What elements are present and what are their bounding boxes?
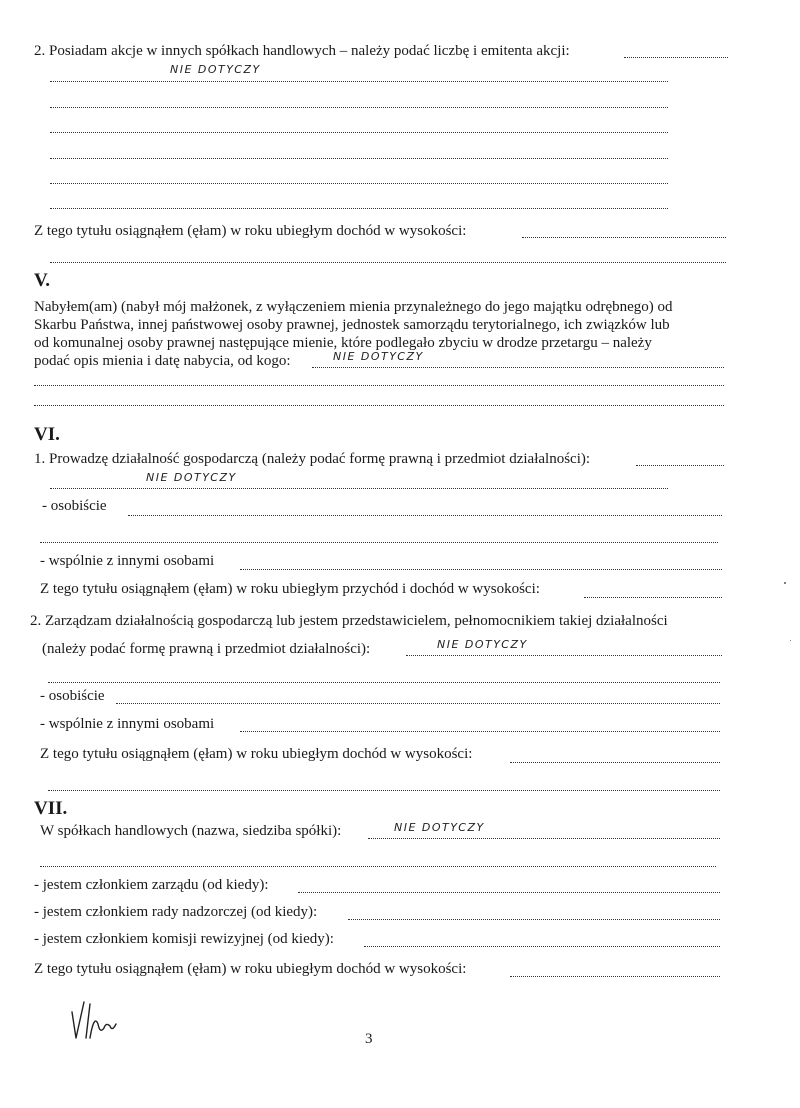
section-v-text-line1: Nabyłem(am) (nabył mój małżonek, z wyłączeniem mienia przynależnego do jego majątku odrębnego) od (34, 299, 673, 315)
dotted-line (50, 107, 668, 108)
page-number: 3 (365, 1031, 373, 1047)
dotted-line (240, 731, 720, 732)
dotted-line (40, 542, 718, 543)
dotted-line (34, 405, 724, 406)
answer-line (50, 488, 668, 489)
dotted-line (510, 976, 720, 977)
item-1-business-label: 1. Prowadzę działalność gospodarczą (należy podać formę prawną i przedmiot działalności): (34, 451, 591, 467)
section-vii-header: VII. (34, 798, 68, 819)
handwritten-answer: NIE DOTYCZY (394, 821, 485, 834)
section-v-text-line2: Skarbu Państwa, innej państwowej osoby prawnej, jednostek samorządu terytorialnego, ich związków lub (34, 317, 670, 333)
supervisory-board-label: - jestem członkiem rady nadzorczej (od kiedy): (34, 904, 318, 920)
dotted-line (406, 655, 722, 656)
dotted-line (50, 262, 726, 263)
item-2-shares-label: 2. Posiadam akcje w innych spółkach handlowych – należy podać liczbę i emitenta akcji: (34, 43, 570, 59)
section-v-header: V. (34, 270, 51, 291)
income-label: Z tego tytułu osiągnąłem (ęłam) w roku ubiegłym dochód w wysokości: (34, 223, 467, 239)
dotted-line (522, 237, 726, 238)
jointly-label: - wspólnie z innymi osobami (40, 716, 215, 732)
dotted-line (40, 866, 716, 867)
dotted-line (510, 762, 720, 763)
section-v-text-line4: podać opis mienia i datę nabycia, od kogo: (34, 353, 291, 369)
dotted-line (34, 385, 724, 386)
dotted-line (312, 367, 724, 368)
dotted-line (364, 946, 720, 947)
dotted-line (50, 183, 668, 184)
dotted-line (298, 892, 720, 893)
scan-speck (790, 640, 791, 641)
dotted-line (50, 158, 668, 159)
dotted-line (128, 515, 722, 516)
answer-line (50, 81, 668, 82)
dotted-line (584, 597, 722, 598)
item-2-management-line1: 2. Zarządzam działalnością gospodarczą lub jestem przedstawicielem, pełnomocnikiem takiej działalności (30, 613, 668, 629)
jointly-label: - wspólnie z innymi osobami (40, 553, 215, 569)
handwritten-answer: NIE DOTYCZY (170, 63, 261, 76)
section-vi-header: VI. (34, 424, 60, 445)
income-label: Z tego tytułu osiągnąłem (ęłam) w roku ubiegłym dochód w wysokości: (34, 961, 467, 977)
board-member-label: - jestem członkiem zarządu (od kiedy): (34, 877, 269, 893)
item-2-management-line2: (należy podać formę prawną i przedmiot działalności): (42, 641, 371, 657)
handwritten-signature (64, 994, 128, 1044)
dotted-line (116, 703, 720, 704)
income-revenue-label: Z tego tytułu osiągnąłem (ęłam) w roku ubiegłym przychód i dochód w wysokości: (40, 581, 540, 597)
personal-label: - osobiście (40, 688, 105, 704)
personal-label: - osobiście (42, 498, 107, 514)
audit-committee-label: - jestem członkiem komisji rewizyjnej (od kiedy): (34, 931, 334, 947)
dotted-line (368, 838, 720, 839)
dotted-line (624, 57, 728, 58)
handwritten-answer: NIE DOTYCZY (333, 350, 424, 363)
section-v-text-line3: od komunalnej osoby prawnej następujące mienie, które podlegało zbyciu w drodze przetargu – należy (34, 335, 652, 351)
dotted-line (636, 465, 724, 466)
handwritten-answer: NIE DOTYCZY (437, 638, 528, 651)
income-label: Z tego tytułu osiągnąłem (ęłam) w roku ubiegłym dochód w wysokości: (40, 746, 473, 762)
companies-label: W spółkach handlowych (nazwa, siedziba spółki): (40, 823, 342, 839)
dotted-line (240, 569, 722, 570)
dotted-line (48, 790, 720, 791)
dotted-line (48, 682, 720, 683)
scan-speck (784, 582, 786, 584)
handwritten-answer: NIE DOTYCZY (146, 471, 237, 484)
dotted-line (50, 132, 668, 133)
dotted-line (348, 919, 720, 920)
dotted-line (50, 208, 668, 209)
